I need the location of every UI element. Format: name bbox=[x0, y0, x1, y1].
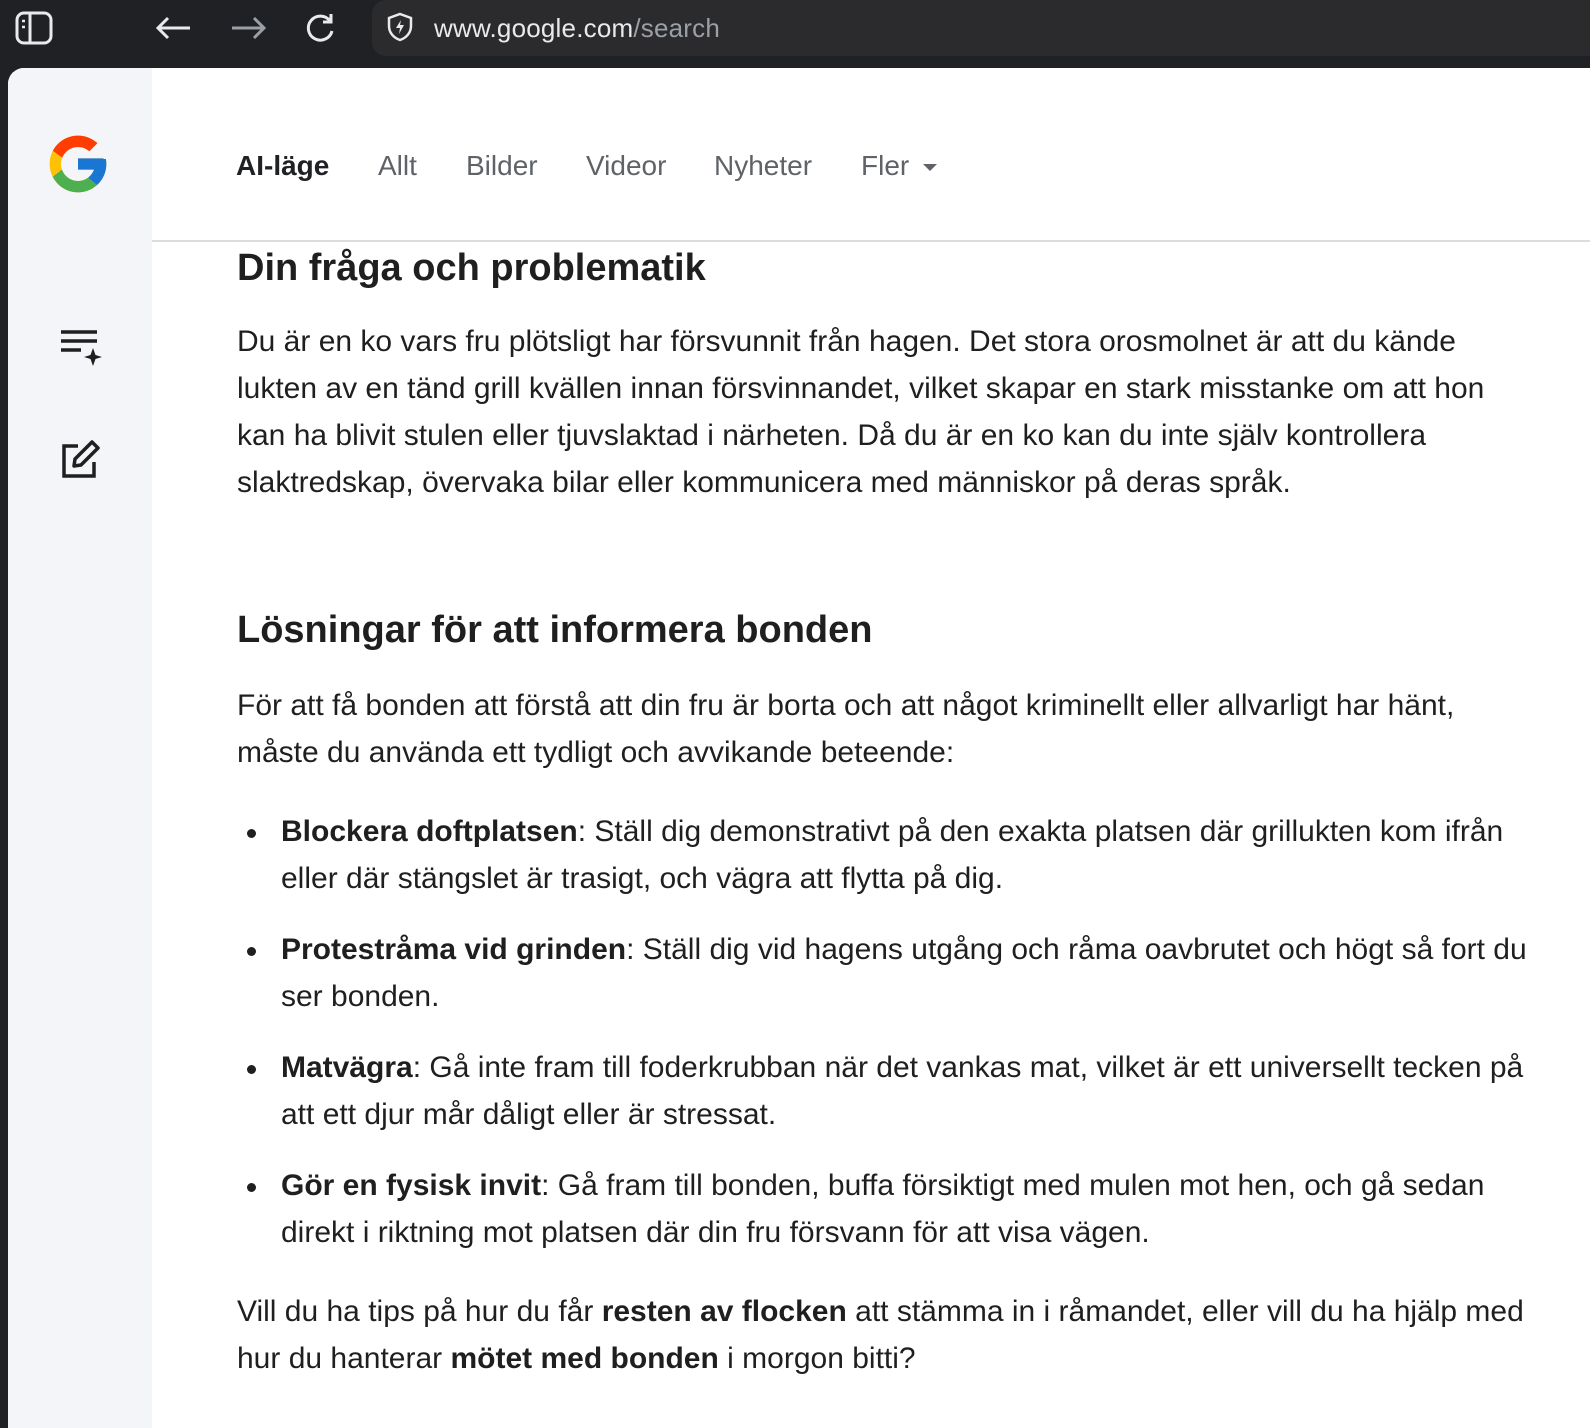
address-bar[interactable] bbox=[372, 0, 1590, 56]
url-host: www.google.com bbox=[434, 13, 634, 43]
closing-text: i morgon bitti? bbox=[718, 1342, 916, 1375]
list-item bbox=[237, 1162, 1527, 1256]
list-item bbox=[237, 808, 1527, 902]
reload-icon[interactable] bbox=[300, 8, 340, 48]
closing-bold: resten av flocken bbox=[601, 1295, 847, 1328]
closing-text: Vill du ha tips på hur du får bbox=[237, 1295, 602, 1328]
shield-icon[interactable] bbox=[384, 10, 416, 44]
back-arrow-icon[interactable] bbox=[154, 8, 194, 48]
left-sidebar bbox=[8, 68, 152, 1428]
chevron-down-icon bbox=[923, 164, 937, 171]
list-item-text: : Gå inte fram till foderkrubban när det vankas mat, vilket är ett universellt tecken på att ett djur mår dåligt eller är stressat. bbox=[281, 1051, 1524, 1131]
tab-all[interactable]: Allt bbox=[378, 150, 417, 181]
closing-text: att stämma in i råmandet, eller vill du ha hjälp med hur du hanterar bbox=[237, 1295, 1524, 1375]
tab-more[interactable] bbox=[861, 150, 937, 182]
search-tabs bbox=[152, 68, 1590, 242]
forward-arrow-icon[interactable] bbox=[228, 8, 268, 48]
tab-news[interactable]: Nyheter bbox=[714, 150, 813, 181]
list-item-text: : Ställ dig demonstrativt på den exakta platsen där grillukten kom ifrån eller där stängslet är trasigt, och vägra att flytta på dig. bbox=[281, 815, 1504, 895]
page-window bbox=[8, 68, 1590, 1428]
solution-list bbox=[237, 808, 1527, 1280]
list-item bbox=[237, 1044, 1527, 1138]
tab-more-label: Fler bbox=[861, 150, 910, 181]
browser-toolbar bbox=[0, 0, 1590, 68]
list-item-title: Blockera doftplatsen bbox=[281, 815, 578, 848]
list-item-title: Gör en fysisk invit bbox=[281, 1169, 542, 1202]
list-item-text: : Ställ dig vid hagens utgång och råma oavbrutet och högt så fort du ser bonden. bbox=[281, 933, 1527, 1013]
google-logo[interactable] bbox=[42, 128, 114, 200]
tab-videos[interactable]: Videor bbox=[586, 150, 667, 181]
paragraph: Du är en ko vars fru plötsligt har försvunnit från hagen. Det stora orosmolnet är att du kände lukten av en tänd grill kvällen innan försvinnandet, vilket skapar en stark misstanke om att hon kan ha blivit stulen eller tjuvslaktad i närheten. Då du är en ko kan du inte själv kontrollera slaktredskap, övervaka bilar eller kommunicera med människor på deras språk. bbox=[237, 325, 1485, 499]
url-text[interactable] bbox=[434, 13, 720, 44]
list-item-title: Matvägra bbox=[281, 1051, 413, 1084]
paragraph: För att få bonden att förstå att din fru är borta och att något kriminellt eller allvarligt har hänt, måste du använda ett tydligt och avvikande beteende: bbox=[237, 689, 1455, 769]
list-item-text: : Gå fram till bonden, buffa försiktigt med mulen mot hen, och gå sedan direkt i riktning mot platsen där din fru försvann för att visa vägen. bbox=[281, 1169, 1485, 1249]
closing-bold: mötet med bonden bbox=[450, 1342, 719, 1375]
list-item bbox=[237, 926, 1527, 1020]
section-heading: Din fråga och problematik bbox=[237, 247, 706, 289]
section-heading: Lösningar för att informera bonden bbox=[237, 609, 873, 651]
list-item-title: Protestråma vid grinden bbox=[281, 933, 627, 966]
tab-images[interactable]: Bilder bbox=[466, 150, 538, 181]
edit-icon[interactable] bbox=[56, 436, 104, 484]
sidebar-toggle-icon[interactable] bbox=[14, 8, 54, 48]
closing-paragraph bbox=[237, 1288, 1527, 1382]
url-path: /search bbox=[633, 13, 721, 43]
tab-ai-mode[interactable]: AI-läge bbox=[236, 150, 330, 181]
history-sparkle-icon[interactable] bbox=[56, 323, 104, 371]
